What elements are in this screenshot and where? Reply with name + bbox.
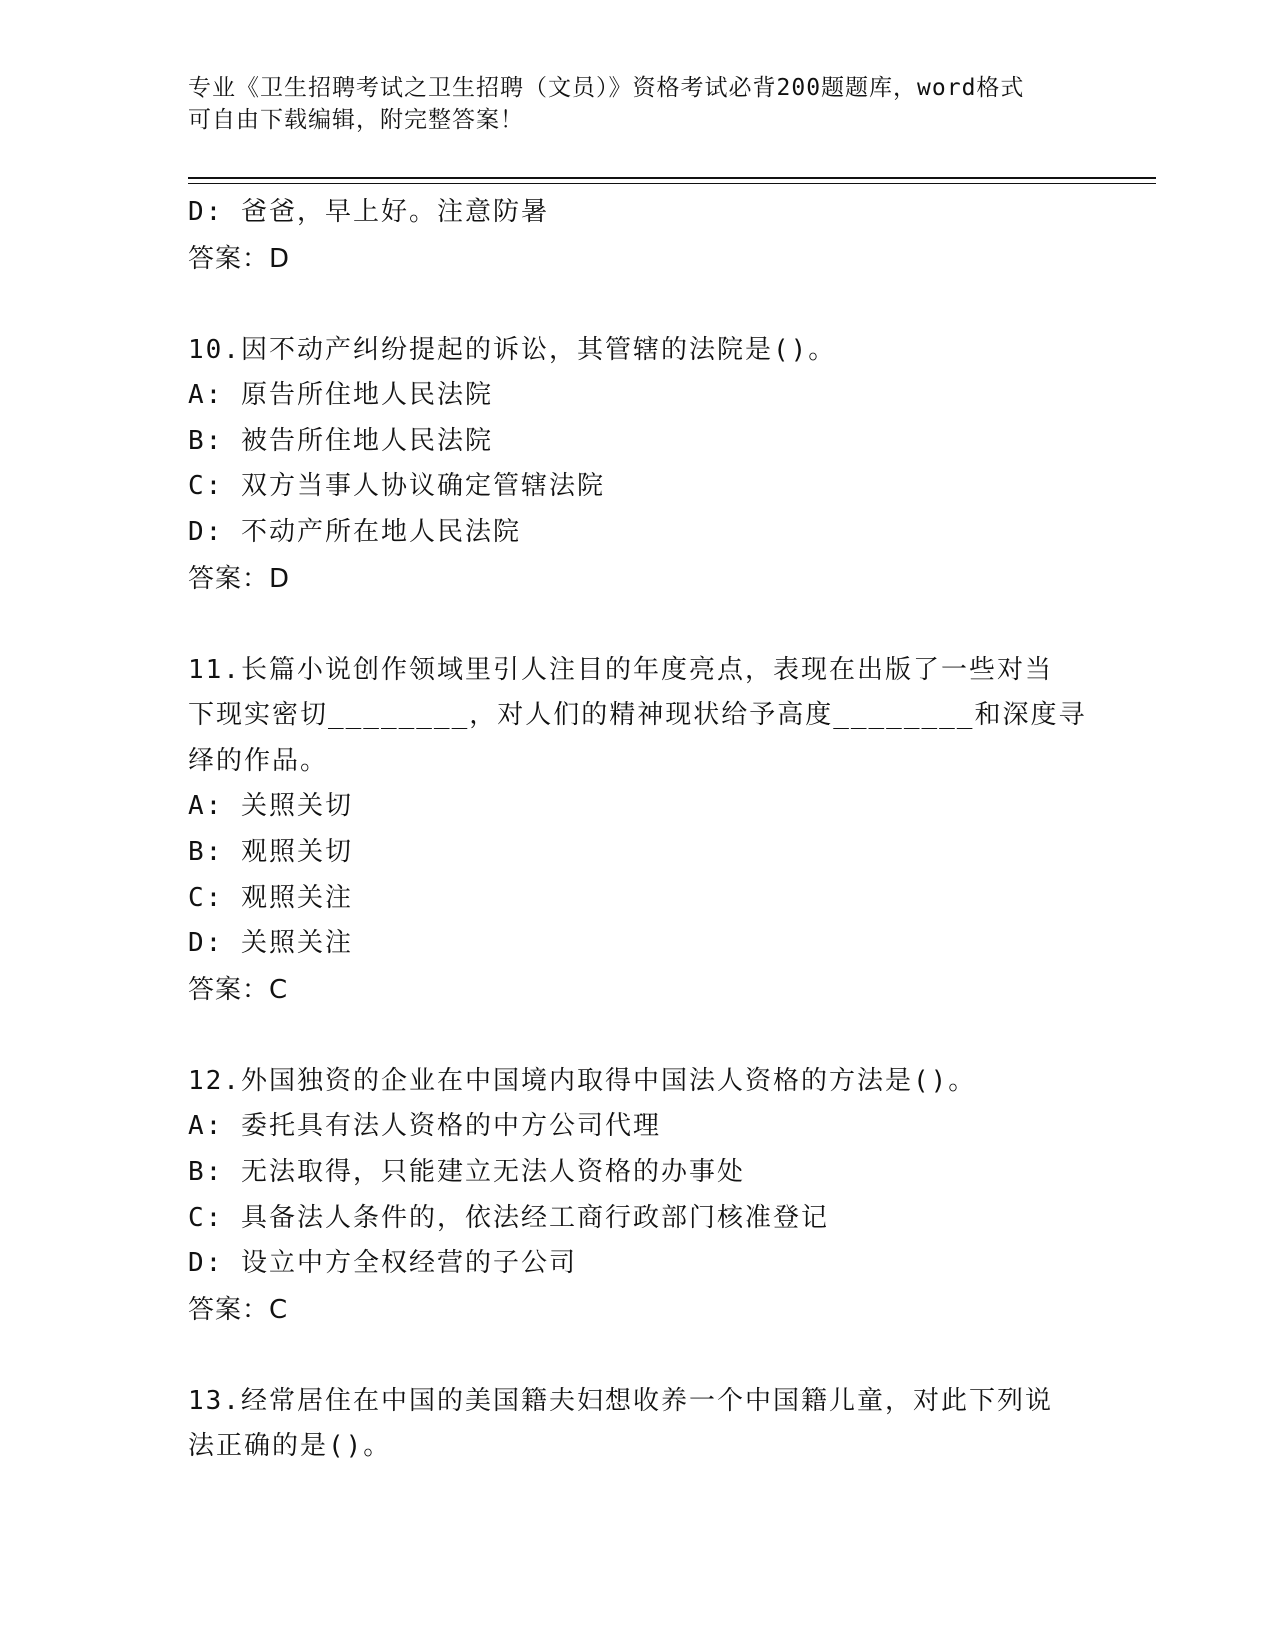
question-list — [188, 190, 1088, 1470]
question-9-tail — [188, 190, 1088, 282]
option-c: C: 观照关注 — [188, 882, 353, 913]
question-stem-line-1: 11.长篇小说创作领域里引人注目的年度亮点，表现在出版了一些对当 — [188, 654, 1053, 685]
header-line-1: 专业《卫生招聘考试之卫生招聘（文员）》资格考试必背200题题库，word格式 — [188, 75, 1025, 101]
option-d: D: 爸爸，早上好。注意防暑 — [188, 197, 549, 227]
question-11 — [188, 648, 1088, 1013]
option-b: B: 观照关切 — [188, 836, 353, 867]
option-c: C: 双方当事人协议确定管辖法院 — [188, 471, 605, 502]
question-10 — [188, 328, 1088, 602]
option-a: A: 委托具有法人资格的中方公司代理 — [188, 1111, 661, 1142]
question-stem: 10.因不动产纠纷提起的诉讼，其管辖的法院是()。 — [188, 334, 837, 365]
option-a: A: 原告所住地人民法院 — [188, 380, 493, 411]
option-c: C: 具备法人条件的，依法经工商行政部门核准登记 — [188, 1202, 829, 1233]
question-12 — [188, 1059, 1088, 1333]
question-stem: 12.外国独资的企业在中国境内取得中国法人资格的方法是()。 — [188, 1065, 977, 1096]
header-line-2: 可自由下载编辑，附完整答案！ — [188, 107, 524, 133]
question-13 — [188, 1379, 1088, 1470]
question-stem-line-2: 法正确的是()。 — [188, 1431, 392, 1462]
question-stem-line-2: 下现实密切________，对人们的精神现状给予高度________和深度寻 — [188, 700, 1087, 731]
option-a: A: 关照关切 — [188, 791, 353, 822]
answer-line: 答案：D — [188, 243, 291, 274]
answer-line: 答案：C — [188, 974, 289, 1005]
question-stem-line-3: 绎的作品。 — [188, 745, 329, 776]
option-d: D: 设立中方全权经营的子公司 — [188, 1248, 577, 1279]
answer-line: 答案：C — [188, 1294, 289, 1325]
question-stem-line-1: 13.经常居住在中国的美国籍夫妇想收养一个中国籍儿童，对此下列说 — [188, 1385, 1053, 1416]
option-d: D: 关照关注 — [188, 928, 353, 959]
header-divider-thick — [188, 177, 1156, 179]
option-d: D: 不动产所在地人民法院 — [188, 516, 521, 547]
option-b: B: 无法取得，只能建立无法人资格的办事处 — [188, 1156, 745, 1187]
document-header — [188, 72, 1068, 136]
answer-line: 答案：D — [188, 563, 291, 594]
header-divider-thin — [188, 183, 1156, 184]
option-b: B: 被告所住地人民法院 — [188, 425, 493, 456]
